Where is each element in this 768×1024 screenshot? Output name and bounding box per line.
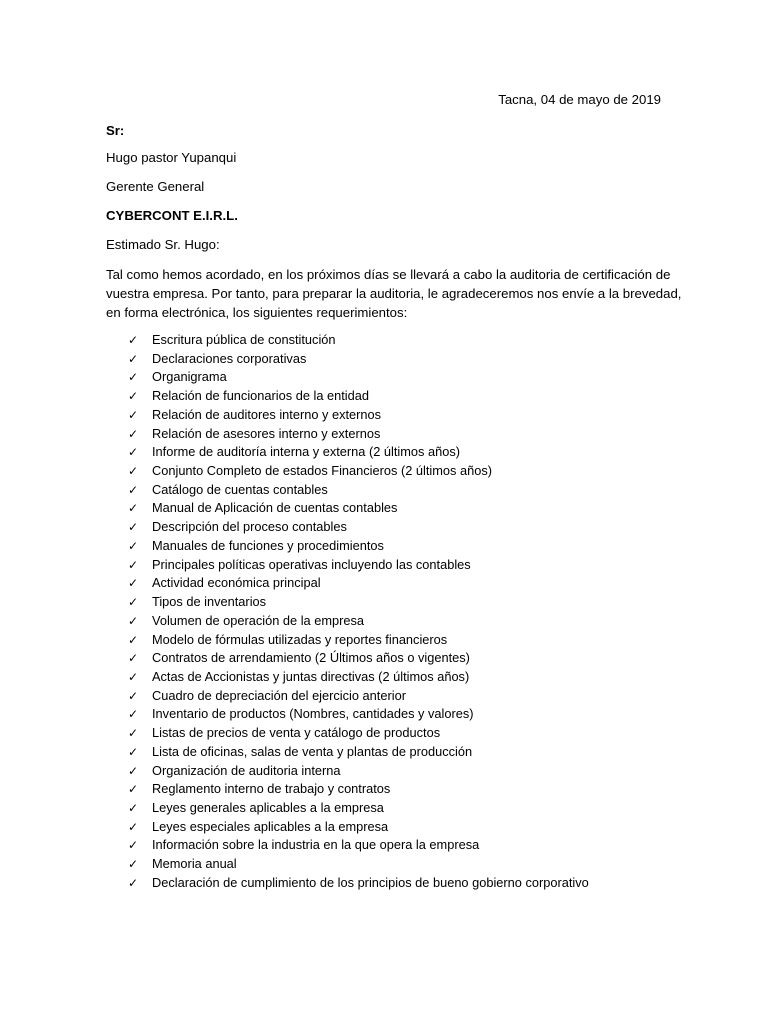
requirement-item: [128, 574, 589, 593]
requirement-text: Listas de precios de venta y catálogo de productos: [152, 725, 441, 741]
requirement-item: [128, 836, 589, 855]
requirement-text: Declaraciones corporativas: [152, 350, 307, 366]
requirement-item: [128, 874, 589, 893]
requirement-item: [128, 350, 589, 369]
requirement-text: Tipos de inventarios: [152, 594, 267, 610]
requirement-item: [128, 687, 589, 706]
requirement-text: Principales políticas operativas incluyendo las contables: [152, 556, 471, 572]
checkmark-icon: ✓: [128, 407, 139, 422]
requirement-text: Volumen de operación de la empresa: [152, 612, 364, 628]
requirement-item: [128, 499, 589, 518]
requirement-text: Organización de auditoria interna: [152, 762, 341, 778]
salutation-prefix: Sr:: [106, 123, 125, 138]
letter-date: Tacna, 04 de mayo de 2019: [498, 92, 661, 107]
checkmark-icon: ✓: [128, 632, 139, 647]
checkmark-icon: ✓: [128, 351, 139, 366]
requirement-text: Relación de funcionarios de la entidad: [152, 388, 369, 404]
requirement-item: [128, 799, 589, 818]
checkmark-icon: ✓: [128, 800, 139, 815]
requirement-text: Actividad económica principal: [152, 575, 321, 591]
requirement-text: Informe de auditoría interna y externa (2 últimos años): [152, 444, 460, 460]
recipient-name: Hugo pastor Yupanqui: [106, 150, 237, 165]
requirement-text: Manuales de funciones y procedimientos: [152, 537, 384, 553]
requirement-text: Modelo de fórmulas utilizadas y reportes financieros: [152, 631, 448, 647]
requirement-item: [128, 762, 589, 781]
requirement-item: [128, 406, 589, 425]
requirement-item: [128, 443, 589, 462]
requirement-item: [128, 649, 589, 668]
checkmark-icon: ✓: [128, 557, 139, 572]
requirement-item: [128, 724, 589, 743]
checkmark-icon: ✓: [128, 370, 139, 385]
checkmark-icon: ✓: [128, 501, 139, 516]
greeting: Estimado Sr. Hugo:: [106, 237, 220, 252]
requirement-text: Declaración de cumplimiento de los principios de bueno gobierno corporativo: [152, 874, 589, 890]
requirement-text: Lista de oficinas, salas de venta y plantas de producción: [152, 743, 473, 759]
requirement-item: [128, 743, 589, 762]
requirement-text: Contratos de arrendamiento (2 Últimos años o vigentes): [152, 650, 470, 666]
checkmark-icon: ✓: [128, 875, 139, 890]
checkmark-icon: ✓: [128, 763, 139, 778]
requirement-text: Inventario de productos (Nombres, cantidades y valores): [152, 706, 474, 722]
requirement-item: [128, 593, 589, 612]
requirement-item: [128, 855, 589, 874]
requirement-item: [128, 481, 589, 500]
checkmark-icon: ✓: [128, 482, 139, 497]
checkmark-icon: ✓: [128, 651, 139, 666]
checkmark-icon: ✓: [128, 669, 139, 684]
requirement-item: [128, 425, 589, 444]
requirement-item: [128, 631, 589, 650]
requirement-text: Reglamento interno de trabajo y contratos: [152, 781, 391, 797]
requirement-item: [128, 668, 589, 687]
checkmark-icon: ✓: [128, 464, 139, 479]
checkmark-icon: ✓: [128, 857, 139, 872]
checkmark-icon: ✓: [128, 613, 139, 628]
requirement-text: Relación de auditores interno y externos: [152, 406, 382, 422]
checkmark-icon: ✓: [128, 838, 139, 853]
company-name: CYBERCONT E.I.R.L.: [106, 208, 238, 223]
requirement-text: Manual de Aplicación de cuentas contables: [152, 500, 398, 516]
checkmark-icon: ✓: [128, 707, 139, 722]
requirement-text: Memoria anual: [152, 856, 237, 872]
requirement-item: [128, 368, 589, 387]
requirement-item: [128, 518, 589, 537]
requirement-item: [128, 705, 589, 724]
checkmark-icon: ✓: [128, 538, 139, 553]
requirement-text: Escritura pública de constitución: [152, 332, 336, 347]
checkmark-icon: ✓: [128, 576, 139, 591]
requirement-text: Organigrama: [152, 369, 227, 385]
requirement-text: Cuadro de depreciación del ejercicio anterior: [152, 687, 406, 703]
requirement-text: Información sobre la industria en la que opera la empresa: [152, 837, 480, 853]
recipient-title: Gerente General: [106, 179, 205, 194]
requirement-text: Actas de Accionistas y juntas directivas (2 últimos años): [152, 668, 470, 684]
letter-body: [106, 265, 682, 322]
requirement-text: Relación de asesores interno y externos: [152, 425, 381, 441]
checkmark-icon: ✓: [128, 819, 139, 834]
requirement-text: Conjunto Completo de estados Financieros (2 últimos años): [152, 463, 493, 479]
requirement-item: [128, 612, 589, 631]
requirements-list: [128, 331, 589, 893]
requirement-text: Catálogo de cuentas contables: [152, 481, 328, 497]
checkmark-icon: ✓: [128, 520, 139, 535]
body-line: en forma electrónica, los siguientes requerimientos:: [106, 305, 408, 320]
checkmark-icon: ✓: [128, 726, 139, 741]
requirement-item: [128, 331, 589, 350]
checkmark-icon: ✓: [128, 426, 139, 441]
requirement-item: [128, 780, 589, 799]
requirement-text: Leyes generales aplicables a la empresa: [152, 799, 384, 815]
checkmark-icon: ✓: [128, 688, 139, 703]
checkmark-icon: ✓: [128, 595, 139, 610]
checkmark-icon: ✓: [128, 445, 139, 460]
requirement-item: [128, 462, 589, 481]
requirement-text: Descripción del proceso contables: [152, 519, 347, 535]
requirement-item: [128, 556, 589, 575]
checkmark-icon: ✓: [128, 333, 139, 347]
requirement-item: [128, 537, 589, 556]
requirement-text: Leyes especiales aplicables a la empresa: [152, 818, 389, 834]
checkmark-icon: ✓: [128, 389, 139, 404]
checkmark-icon: ✓: [128, 782, 139, 797]
checkmark-icon: ✓: [128, 744, 139, 759]
body-line: vuestra empresa. Por tanto, para preparar la auditoria, le agradeceremos nos envíe a la brevedad,: [106, 286, 682, 301]
requirement-item: [128, 387, 589, 406]
body-line: Tal como hemos acordado, en los próximos días se llevará a cabo la auditoria de certificación de: [106, 267, 671, 282]
requirement-item: [128, 818, 589, 837]
